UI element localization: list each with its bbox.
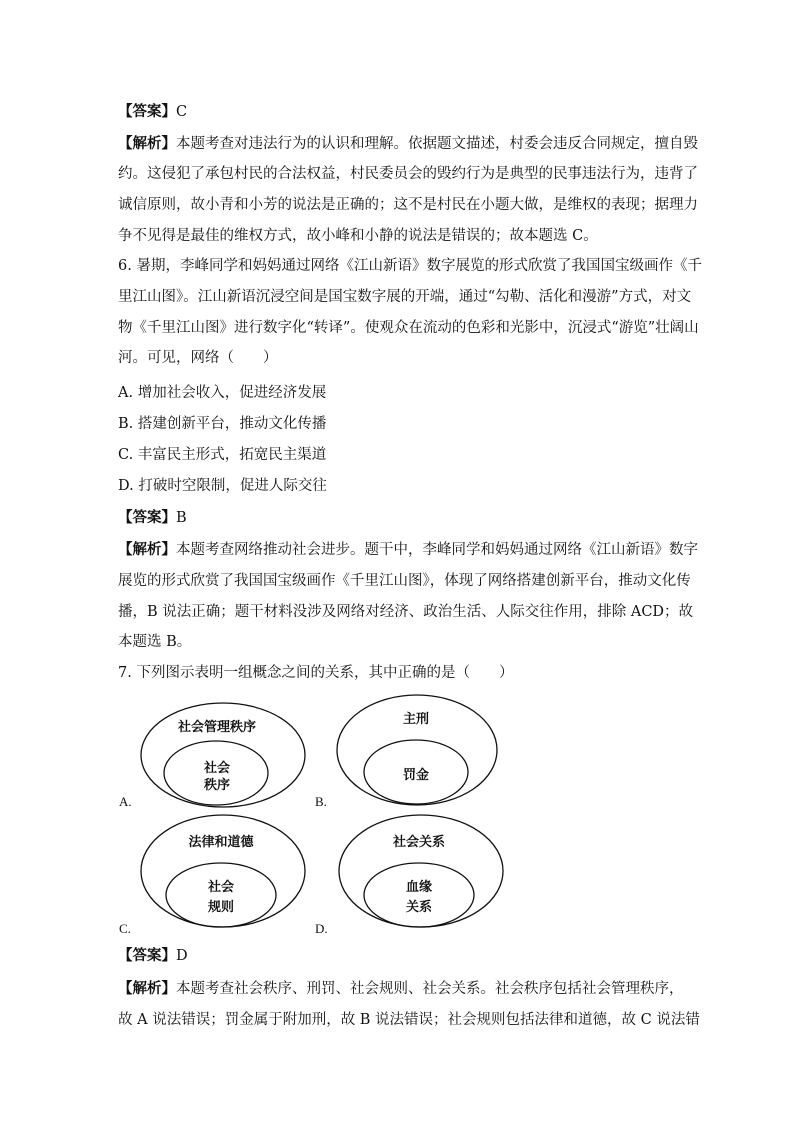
question-7-stem: 7. 下列图示表明一组概念之间的关系，其中正确的是（ ）: [118, 665, 514, 681]
diagram-d: [336, 812, 506, 930]
analysis-q6-line1: 【解析】本题考查网络推动社会进步。题干中，李峰同学和妈妈通过网络《江山新语》数字: [118, 541, 698, 558]
diagram-a-outer-label: 社会管理秩序: [177, 720, 257, 735]
question-6-line1: 6. 暑期，李峰同学和妈妈通过网络《江山新语》数字展览的形式欣赏了我国国宝级画作《千: [118, 258, 702, 274]
diagram-c-inner-ellipse: [166, 863, 276, 927]
analysis-q7-line2: 故 A 说法错误；罚金属于附加刑，故 B 说法错误；社会规则包括法律和道德，故 C 说法错: [118, 1012, 700, 1028]
diagram-a-inner-label-1: 社会: [203, 761, 231, 776]
analysis-q6-line3: 播，B 说法正确；题干材料没涉及网络对经济、政治生活、人际交往作用，排除 ACD；故: [118, 604, 694, 620]
diagram-b-label: B.: [315, 794, 327, 809]
analysis-q5-line3: 诚信原则，故小青和小芳的说法是正确的；这不是村民在小题大做，是维权的表现；据理力: [118, 197, 698, 213]
diagram-d-inner-label-2: 关系: [405, 900, 433, 915]
diagram-d-inner-label-1: 血缘: [405, 880, 433, 895]
answer-q7: 【答案】D: [118, 947, 188, 964]
diagram-a-label: A.: [119, 794, 132, 809]
question-6-line2: 里江山图》。江山新语沉浸空间是国宝数字展的开端，通过“勾勒、活化和漫游”方式，对文: [118, 289, 692, 305]
diagram-c-outer-label: 法律和道德: [188, 835, 254, 850]
diagram-d-label: D.: [315, 921, 328, 936]
question-6-option-b: B. 搭建创新平台，推动文化传播: [118, 416, 327, 432]
analysis-q5-line4: 争不见得是最佳的维权方式，故小峰和小静的说法是错误的；故本题选 C。: [118, 228, 598, 244]
answer-q5: 【答案】C: [118, 103, 188, 120]
analysis-q5-line2: 约。这侵犯了承包村民的合法权益，村民委员会的毁约行为是典型的民事违法行为，违背了: [118, 166, 698, 182]
question-6-option-c: C. 丰富民主形式，拓宽民主渠道: [118, 447, 327, 463]
diagram-a-inner-label-2: 秩序: [203, 778, 231, 793]
diagram-c-label: C.: [119, 921, 131, 936]
diagram-c-inner-label-1: 社会: [207, 880, 235, 895]
analysis-q6-line4: 本题选 B。: [118, 634, 192, 650]
analysis-q5-line1: 【解析】本题考查对违法行为的认识和理解。依据题文描述，村委会违反合同规定，擅自毁: [118, 135, 698, 152]
question-6-line4: 河。可见，网络（ ）: [118, 350, 278, 366]
diagram-b: [334, 692, 502, 810]
question-6-line3: 物《千里江山图》进行数字化“转译”。使观众在流动的色彩和光影中，沉浸式“游览”壮阔山: [118, 320, 699, 336]
question-6-option-a: A. 增加社会收入，促进经济发展: [118, 385, 327, 401]
analysis-q7-line1: 【解析】本题考查社会秩序、刑罚、社会规则、社会关系。社会秩序包括社会管理秩序，: [118, 980, 684, 997]
diagram-b-inner-label-1: 罚金: [402, 768, 430, 783]
diagram-d-outer-label: 社会关系: [392, 835, 446, 850]
diagram-c-inner-label-2: 规则: [207, 900, 235, 915]
question-6-option-d: D. 打破时空限制，促进人际交往: [118, 478, 327, 494]
diagram-b-outer-label: 主刑: [402, 712, 430, 727]
analysis-q6-line2: 展览的形式欣赏了我国国宝级画作《千里江山图》，体现了网络搭建创新平台，推动文化传: [118, 573, 691, 589]
diagram-c: [138, 812, 308, 930]
answer-q6: 【答案】B: [118, 509, 187, 526]
diagram-d-inner-ellipse: [364, 863, 474, 927]
diagram-a: [138, 700, 308, 810]
